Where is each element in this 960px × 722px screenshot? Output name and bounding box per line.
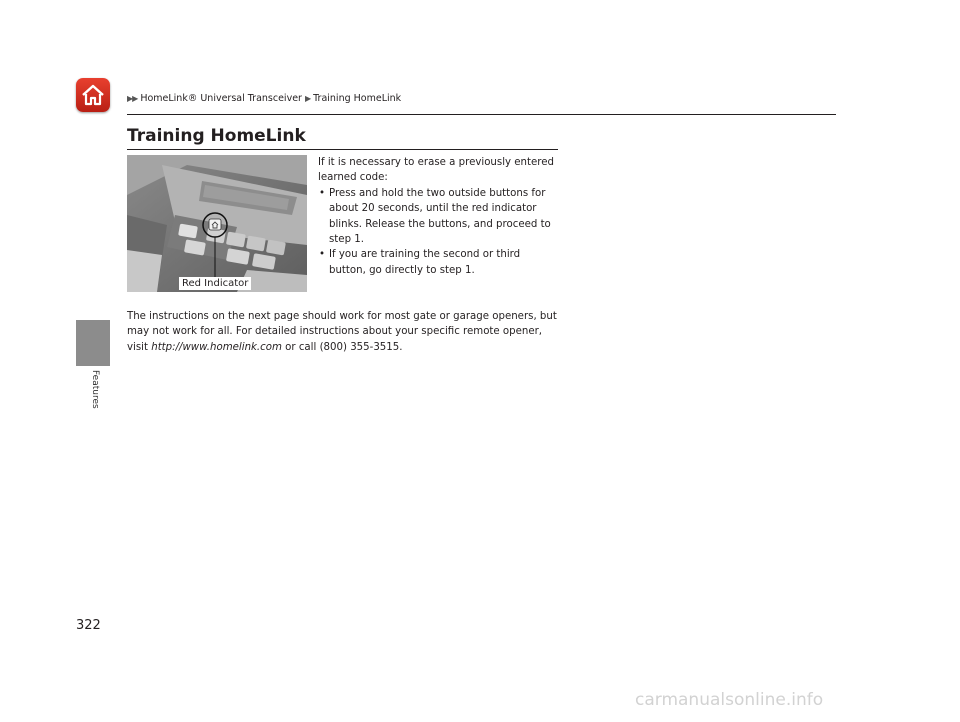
bullet-icon: • [319, 249, 326, 261]
erase-instructions [318, 155, 560, 278]
page-title: Training HomeLink [127, 126, 306, 146]
erase-steps [318, 186, 560, 278]
page-number: 322 [76, 618, 101, 633]
breadcrumb [127, 93, 401, 104]
home-icon [80, 82, 106, 108]
section-tab-label: Features [90, 370, 100, 409]
instructions-paragraph: The instructions on the next page should work for most gate or garage openers, but may not work for all. For detailed instructions about your specific remote opener, visit http://www.homelink.com or call (800) 355-3515. [127, 311, 557, 353]
list-item: • Press and hold the two outside buttons for about 20 seconds, until the red indicator blinks. Release the buttons, and proceed to step 1. [319, 187, 551, 246]
section-tab[interactable] [76, 320, 110, 366]
breadcrumb-item-current[interactable]: Training HomeLink [313, 93, 402, 104]
erase-intro: If it is necessary to erase a previously entered learned code: [318, 157, 554, 184]
triangle-right-icon: ▶▶ [127, 94, 138, 103]
bullet-icon: • [319, 187, 326, 199]
overhead-console-figure [127, 155, 307, 292]
breadcrumb-item[interactable]: HomeLink® Universal Transceiver [140, 93, 302, 104]
watermark: carmanualsonline.info [635, 690, 824, 710]
triangle-right-icon: ▶ [304, 94, 311, 103]
homelink-url-link[interactable]: http://www.homelink.com [151, 341, 282, 353]
home-button[interactable] [76, 78, 110, 112]
red-indicator-callout: Red Indicator [179, 277, 251, 290]
title-rule [127, 149, 558, 150]
list-item: • If you are training the second or third button, go directly to step 1. [319, 249, 521, 276]
header-rule [127, 114, 836, 115]
